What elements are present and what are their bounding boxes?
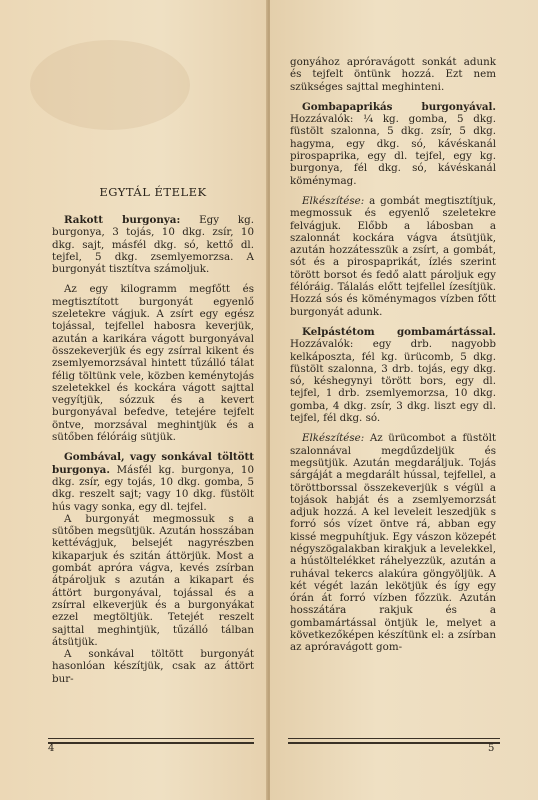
paragraph-text: a gombát megtisztítjuk, megmossuk és egyenlő szeletekre felvágjuk. Előbb a lábosban a szalonnát kockára vágva átsütjük, azután hozzátesszük a zsírt, a gombát, sót és a pirospaprikát, ízlés szerint törött borsot és fedő alatt pároljuk egy félóráig. Tálalás előtt tejfellel ízesítjük. Hozzá sós és köménymagos vízben főtt burgonyát adunk.	[290, 194, 496, 318]
recipe-title: Gombapaprikás burgonyával.	[302, 100, 496, 113]
paragraph-text: Másfél kg. burgonya, 10 dkg. zsír, egy tojás, 10 dkg. gomba, 5 dkg. reszelt sajt; vagy 10 dkg. füstölt hús vagy sonka, egy dl. tejfel.	[52, 463, 254, 513]
right-text-column	[290, 56, 496, 654]
paragraph	[52, 283, 254, 443]
footer-rule	[288, 742, 500, 744]
method-label: Elkészítése:	[302, 194, 365, 207]
right-page	[270, 0, 538, 800]
paragraph	[52, 451, 254, 512]
page-number: 5	[488, 743, 495, 754]
paragraph-text: A burgonyát megmossuk s a sütőben megsütjük. Azután hosszában kettévágjuk, belsejét nagyrészben kikaparjuk és szitán áttörjük. Most a gombát apróra vágva, kevés zsírban átpároljuk s azután a kikapart és áttört burgonyával, tojással és a zsírral elkeverjük és a burgonyákat ezzel megtöltjük. Tetejét reszelt sajttal meghintjük, tűzálló tálban átsütjük.	[52, 512, 254, 648]
paragraph-text: Az egy kilogramm megfőtt és megtisztított burgonyát egyenlő szeletekre vágjuk. A zsírt egy egész tojással, tejfellel habosra keverjük, azután a karikára vágott burgonyával összekeverjük és egy zsírral kikent és zsemlyemorzsával hintett tűzálló tálat félig töltünk vele, közben keménytojás szeletekkel és kockára vágott sajttal vegyítjük, sózzuk és a kevert burgonyával befedve, tetejére tejfelt öntve, morzsával meghintjük és a sütőben félóráig sütjük.	[52, 283, 254, 444]
paragraph-text: Az ürücombot a füstölt szalonnával megdűzdeljük és megsütjük. Azután megdaráljuk. Tojás sárgáját a megdarált hússal, tejfellel, a töröttborssal összekeverjük s végül a tojások habját és a zsemlyemorzsát adjuk hozzá. A kel leveleit leszedjük s forró sós vízet öntve rá, abban egy kissé megpuhítjuk. Egy vászon közepét négyszögalakban kirakjuk a levelekkel, a hústöltelékket ráhelyezzük, azután a ruhával tekercs alakúra göngyöljük. A két végét lazán lekötjük és így egy órán át forró vízben főzzük. Azután hosszátára rakjuk és a gombamártással öntjük le, melyet a következőképen készítünk el: a zsírban az apróravágott gom-	[290, 432, 496, 654]
page-number: 4	[48, 743, 55, 754]
paragraph-text: gonyához apróravágott sonkát adunk és tejfelt öntünk hozzá. Ezt nem szükséges sajttal meghinteni.	[290, 56, 496, 93]
paragraph	[52, 648, 254, 685]
left-text-column	[52, 214, 254, 685]
paragraph	[52, 513, 254, 648]
left-page	[0, 0, 268, 800]
paragraph	[290, 326, 496, 424]
paragraph	[290, 56, 496, 93]
paragraph-text: Hozzávalók: ¼ kg. gomba, 5 dkg. füstölt szalonna, 5 dkg. zsír, 5 dkg. hagyma, egy dkg. só, kávéskanál pirospaprika, egy dl. tejfel, egy kg. burgonya, fél dkg. só, kávéskanál köménymag.	[290, 113, 496, 187]
paragraph-text: Hozzávalók: egy drb. nagyobb kelkáposzta, fél kg. ürücomb, 5 dkg. füstölt szalonna, 3 drb. tojás, egy dkg. só, késhegynyi törött bors, egy dl. tejfel, 1 drb. zsemlyemorzsa, 10 dkg. gomba, 4 dkg. zsír, 3 dkg. liszt egy dl. tejfel, fél dkg. só.	[290, 338, 496, 425]
paragraph-text: A sonkával töltött burgonyát hasonlóan készítjük, csak az áttört bur-	[52, 648, 254, 685]
paragraph	[290, 432, 496, 653]
recipe-title: Rakott burgonya:	[64, 214, 181, 226]
footer-rule	[48, 738, 254, 739]
paragraph-text: Egy kg. burgonya, 3 tojás, 10 dkg. zsír, 10 dkg. sajt, másfél dkg. só, kettő dl. tejfel, 5 dkg. zsemlyemorzsa. A burgonyát tisztítva számoljuk.	[52, 214, 254, 276]
recipe-title: Gombával, vagy sonkával töltött burgonya.	[52, 451, 254, 476]
recipe-title: Kelpástétom gombamártással.	[302, 325, 496, 338]
chapter-heading: EGYTÁL ÉTELEK	[99, 185, 207, 199]
footer-rule	[288, 738, 500, 739]
paragraph	[52, 214, 254, 275]
footer-rule	[48, 742, 254, 744]
paragraph	[290, 101, 496, 187]
method-label: Elkészítése:	[302, 432, 365, 445]
paragraph	[290, 195, 496, 318]
paper-stain	[30, 40, 190, 130]
